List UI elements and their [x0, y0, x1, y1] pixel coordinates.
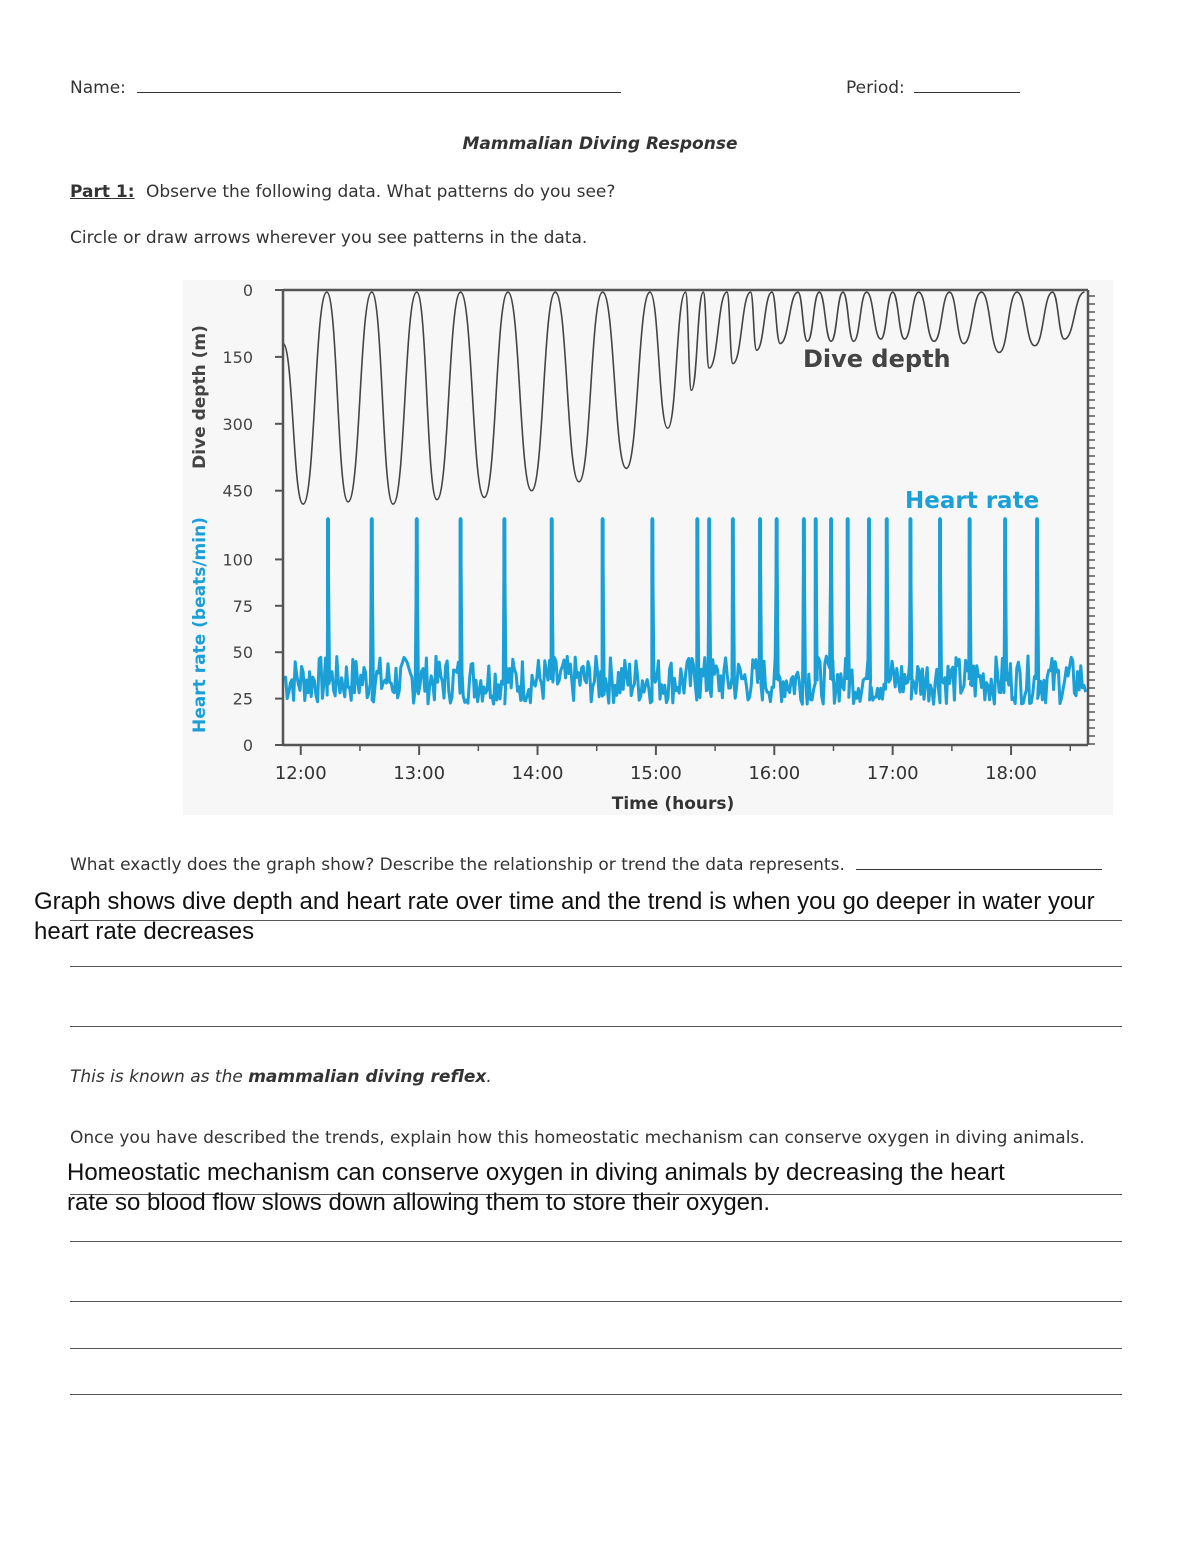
question1-blank[interactable]	[856, 851, 1102, 870]
answer1-rule-3	[70, 1026, 1122, 1027]
name-blank[interactable]	[137, 74, 621, 93]
chart-background	[183, 280, 1113, 815]
worksheet-title: Mammalian Diving Response	[462, 134, 738, 154]
dive-chart	[183, 280, 1113, 815]
heart-legend-label: Heart rate	[905, 488, 1040, 514]
answer1-line1[interactable]: Graph shows dive depth and heart rate over time and the trend is when you go deeper in water your	[34, 888, 1095, 915]
part1-instruction: Observe the following data. What patterns do you see?	[145, 182, 616, 202]
circle-instruction: Circle or draw arrows wherever you see patterns in the data.	[70, 228, 588, 248]
answer2-rule-3	[70, 1301, 1122, 1302]
depth-legend-label: Dive depth	[803, 345, 951, 373]
question1-row	[70, 851, 1102, 875]
depth-tick-label-300: 300	[222, 414, 253, 434]
known-suffix: .	[486, 1067, 492, 1087]
depth-tick-label-0: 0	[242, 281, 253, 300]
x-tick-label-12:00: 12:00	[274, 763, 327, 784]
heart-tick-label-75: 75	[232, 596, 253, 616]
heart-axis-title: Heart rate (beats/min)	[190, 517, 210, 733]
x-tick-label-13:00: 13:00	[393, 763, 446, 784]
part1-label: Part 1:	[70, 182, 135, 202]
answer1-rule-2	[70, 966, 1122, 967]
x-tick-label-14:00: 14:00	[511, 763, 564, 784]
answer2-line2[interactable]: rate so blood flow slows down allowing them to store their oxygen.	[67, 1189, 771, 1216]
answer2-rule-4	[70, 1348, 1122, 1349]
answer2-rule-2	[70, 1241, 1122, 1242]
x-tick-label-18:00: 18:00	[985, 763, 1037, 784]
depth-tick-label-150: 150	[222, 347, 253, 367]
known-prefix: This is known as the	[70, 1067, 249, 1087]
x-axis-title: Time (hours)	[611, 794, 735, 814]
heart-tick-label-0: 0	[242, 736, 253, 755]
period-blank[interactable]	[914, 74, 1020, 93]
known-as-line	[70, 1067, 492, 1087]
part1-line	[70, 182, 615, 202]
depth-tick-label-450: 450	[222, 481, 253, 501]
x-tick-label-16:00: 16:00	[748, 763, 801, 784]
answer2-line1[interactable]: Homeostatic mechanism can conserve oxygen in diving animals by decreasing the heart	[67, 1159, 1005, 1186]
depth-axis-title: Dive depth (m)	[190, 325, 210, 469]
name-label: Name:	[70, 78, 126, 98]
x-tick-label-15:00: 15:00	[629, 763, 682, 784]
heart-tick-label-100: 100	[222, 550, 253, 570]
answer2-rule-5	[70, 1394, 1122, 1395]
period-label: Period:	[846, 78, 905, 98]
question1-text: What exactly does the graph show? Describe the relationship or trend the data represents.	[70, 855, 845, 875]
name-row	[70, 74, 621, 98]
x-tick-label-17:00: 17:00	[866, 763, 919, 784]
answer1-line2[interactable]: heart rate decreases	[34, 918, 255, 945]
period-row	[846, 74, 1020, 98]
heart-tick-label-50: 50	[232, 643, 253, 663]
known-term: mammalian diving reflex	[248, 1067, 487, 1087]
question2-text: Once you have described the trends, explain how this homeostatic mechanism can conserve oxygen in diving animals.	[70, 1128, 1085, 1148]
heart-tick-label-25: 25	[232, 689, 253, 709]
